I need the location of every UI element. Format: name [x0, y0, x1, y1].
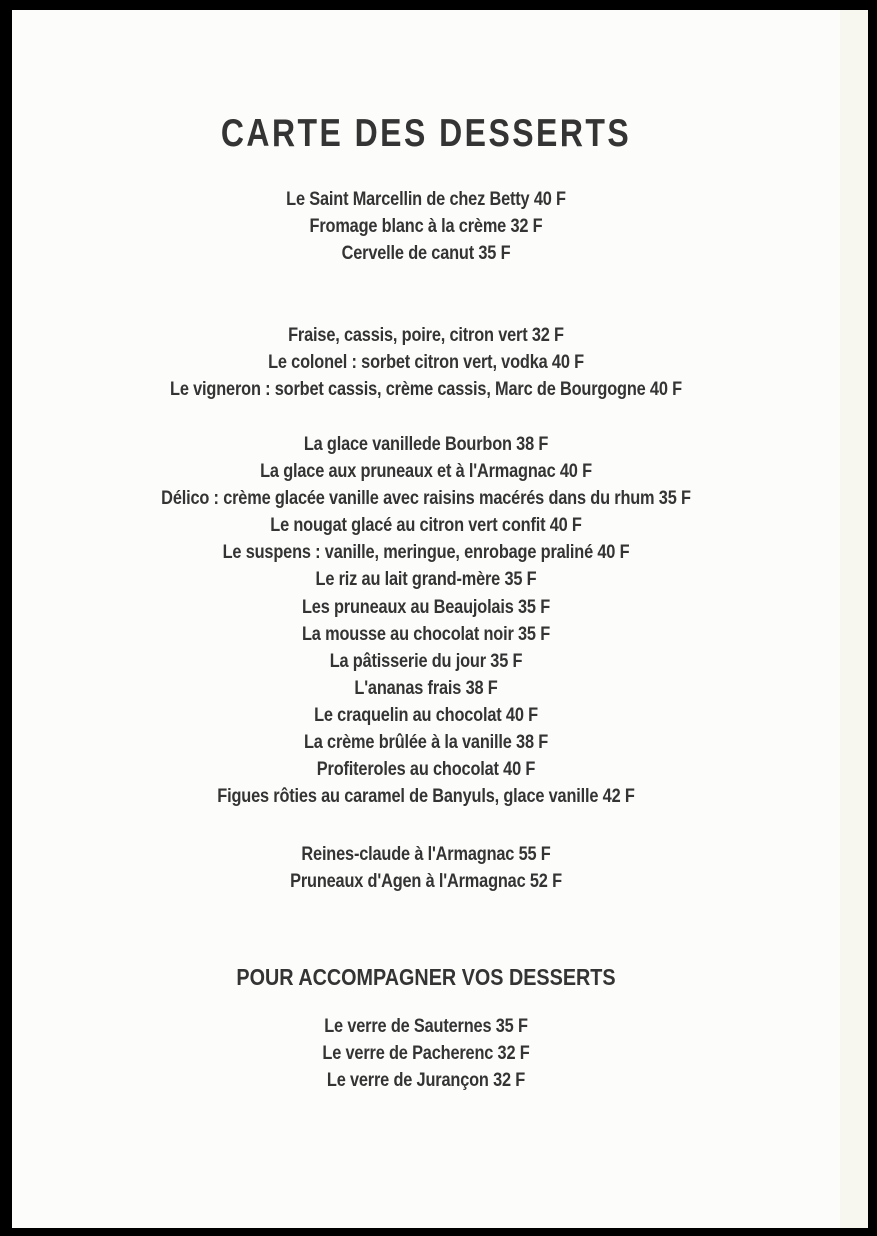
menu-title: CARTE DES DESSERTS — [220, 112, 632, 155]
menu-item: Fromage blanc à la crème 32 F — [309, 216, 543, 238]
menu-item: Le nougat glacé au citron vert confit 40 F — [270, 515, 582, 537]
menu-item: Le verre de Jurançon 32 F — [326, 1070, 526, 1092]
menu-item: La crème brûlée à la vanille 38 F — [303, 732, 549, 754]
accompaniment-title: POUR ACCOMPAGNER VOS DESSERTS — [236, 964, 616, 990]
menu-item: Le verre de Pacherenc 32 F — [322, 1043, 530, 1065]
menu-item: Le Saint Marcellin de chez Betty 40 F — [286, 189, 566, 210]
menu-item: Les pruneaux au Beaujolais 35 F — [301, 596, 551, 618]
menu-item: La mousse au chocolat noir 35 F — [301, 623, 551, 645]
cheese-section — [12, 186, 840, 267]
menu-item: L'ananas frais 38 F — [354, 677, 498, 699]
menu-item: Le colonel : sorbet citron vert, vodka 40 F — [268, 352, 584, 374]
menu-item: Cervelle de canut 35 F — [341, 243, 511, 265]
menu-item: Le riz au lait grand-mère 35 F — [315, 569, 537, 591]
menu-item: Pruneaux d'Agen à l'Armagnac 52 F — [290, 871, 562, 893]
menu-item: Reines-claude à l'Armagnac 55 F — [301, 844, 551, 865]
menu-item: Le suspens : vanille, meringue, enrobage praliné 40 F — [222, 542, 630, 564]
menu-item: Profiteroles au chocolat 40 F — [316, 759, 536, 781]
menu-item: La glace vanillede Bourbon 38 F — [303, 434, 549, 455]
menu-item: Délico : crème glacée vanille avec raisins macérés dans du rhum 35 F — [161, 488, 691, 510]
menu-page — [12, 10, 868, 1228]
menu-item: La pâtisserie du jour 35 F — [329, 650, 523, 672]
menu-item: Fraise, cassis, poire, citron vert 32 F — [288, 325, 564, 346]
dessert-section — [12, 431, 840, 810]
menu-item: Le vigneron : sorbet cassis, crème cassis, Marc de Bourgogne 40 F — [170, 379, 682, 401]
sorbet-section — [12, 322, 840, 403]
menu-item: Figues rôties au caramel de Banyuls, glace vanille 42 F — [217, 786, 635, 808]
menu-item: Le craquelin au chocolat 40 F — [314, 704, 538, 726]
menu-item: Le verre de Sauternes 35 F — [324, 1016, 528, 1037]
wine-section — [12, 1013, 840, 1094]
armagnac-section — [12, 841, 840, 895]
menu-item: La glace aux pruneaux et à l'Armagnac 40 F — [260, 461, 592, 483]
